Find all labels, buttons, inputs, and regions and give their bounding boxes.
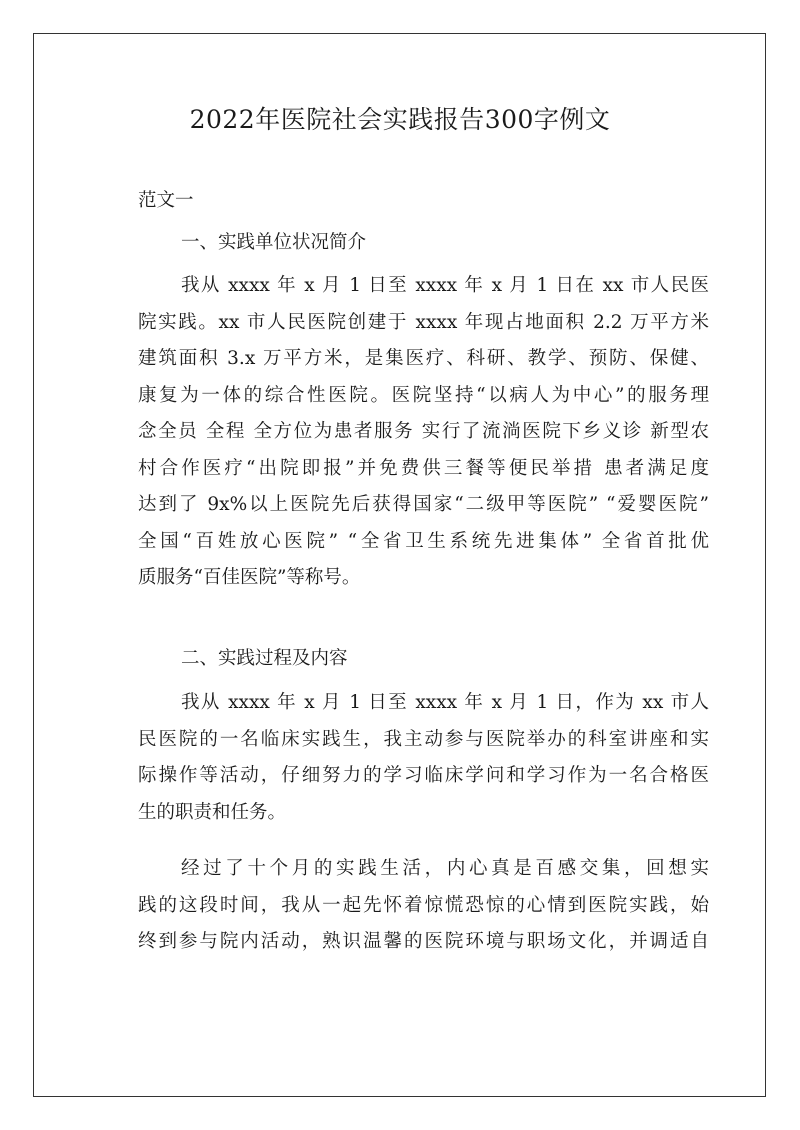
paragraph-line: 念全员 全程 全方位为患者服务 实行了流淌医院下乡义诊 新型农 [138,421,709,442]
paragraph-line: 生的职责和任务。 [138,801,287,823]
paragraph-line: 建筑面积 3.x 万平方米，是集医疗、科研、教学、预防、保健、 [138,348,709,369]
paragraph-unit-intro [138,268,709,597]
paragraph-line: 村合作医疗“出院即报”并免费供三餐等便民举措 患者满足度 [138,457,709,479]
paragraph-line: 达到了 9x%以上医院先后获得国家“二级甲等医院” “爱婴医院” [138,494,709,515]
paragraph-line: 全国“百姓放心医院” “全省卫生系统先进集体” 全省首批优 [138,530,709,552]
section-heading-1: 一、实践单位状况简介 [181,232,367,253]
paragraph-process [138,685,709,831]
sample-label: 范文一 [138,190,194,211]
paragraph-line: 际操作等活动，仔细努力的学习临床学问和学习作为一名合格医 [138,765,709,786]
paragraph-line: 终到参与院内活动，熟识温馨的医院环境与职场文化，并调适自 [138,931,709,952]
document-title: 2022年医院社会实践报告300字例文 [189,105,611,134]
paragraph-line: 质服务“百佳医院”等称号。 [138,567,361,588]
paragraph-line: 康复为一体的综合性医院。医院坚持“以病人为中心”的服务理 [138,384,709,406]
paragraph-line: 民医院的一名临床实践生，我主动参与医院举办的科室讲座和实 [138,728,709,750]
paragraph-line: 践的这段时间，我从一起先怀着惊慌恐惊的心情到医院实践，始 [138,894,709,916]
paragraph-line: 我从 xxxx 年 x 月 1 日至 xxxx 年 x 月 1 日在 xx 市人民医 [181,275,709,296]
paragraph-line: 我从 xxxx 年 x 月 1 日至 xxxx 年 x 月 1 日，作为 xx 市人 [181,692,709,713]
paragraph-line: 经过了十个月的实践生活，内心真是百感交集，回想实 [181,858,709,879]
paragraph-line: 院实践。xx 市人民医院创建于 xxxx 年现占地面积 2.2 万平方米 [138,311,709,333]
paragraph-reflection [138,851,709,961]
section-heading-2: 二、实践过程及内容 [181,648,348,669]
